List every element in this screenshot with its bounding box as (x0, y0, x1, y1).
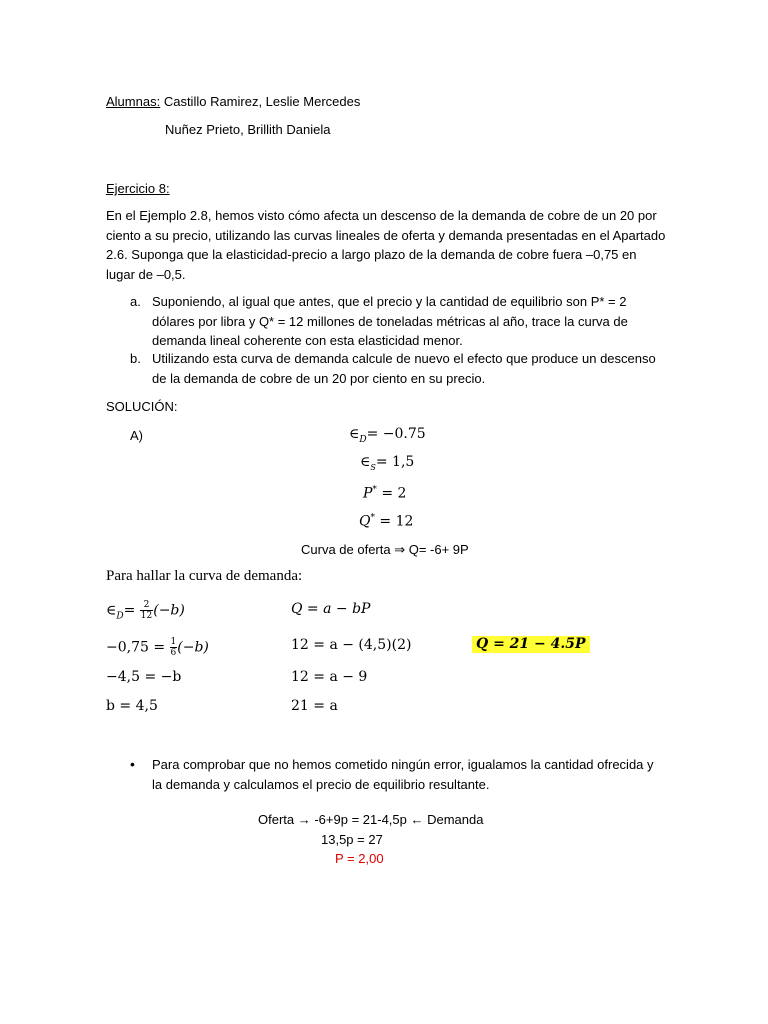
given-quantity (359, 510, 413, 531)
students-line-1 (106, 93, 360, 110)
rhs: (−b) (177, 639, 209, 656)
solution-title: SOLUCIÓN: (106, 399, 178, 414)
equals: = (123, 602, 140, 619)
subscript-s: S (370, 462, 376, 472)
list-marker: a. (130, 294, 141, 309)
check-bullet: • (130, 756, 135, 772)
value: = 2 (376, 485, 407, 502)
denominator: 12 (140, 611, 153, 621)
given-elasticity-supply (360, 454, 414, 476)
equation-demand-substitution: 12 = a − (4,5)(2) (291, 637, 412, 653)
equation-a-value: 21 = a (291, 698, 338, 714)
lhs: −0,75 = (106, 639, 170, 656)
list-item-text: Utilizando esta curva de demanda calcule de nuevo el efecto que produce un descenso de la demanda de cobre de un 20 por ciento en su precio. (152, 351, 656, 386)
student-name-1: Castillo Ramirez, Leslie Mercedes (163, 94, 361, 109)
list-marker: b. (130, 351, 141, 366)
demand-heading: Para hallar la curva de demanda: (106, 568, 303, 584)
epsilon-symbol: ∈ (360, 454, 371, 470)
exercise-title: Ejercicio 8: (106, 181, 170, 196)
given-price (363, 482, 406, 503)
check-equation: Oferta → -6+9p = 21-4,5p ← Demanda (258, 812, 484, 827)
equation-b-negative: −4,5 = −b (106, 669, 182, 685)
star: * (370, 513, 375, 523)
q-symbol: Q (359, 513, 371, 530)
epsilon-symbol: ∈ (349, 426, 360, 442)
equation-elasticity-formula (106, 600, 185, 625)
given-elasticity-demand (349, 426, 426, 449)
star: * (372, 485, 377, 495)
check-simplified: 13,5p = 27 (321, 832, 383, 847)
value: = 12 (374, 513, 414, 530)
list-item-text: Suponiendo, al igual que antes, que el precio y la cantidad de equilibrio son P* = 2 dólares por libra y Q* = 12 millones de toneladas métricas al año, trace la curva de demanda lineal coherente con esta elasticidad menor. (152, 294, 628, 348)
value: = −0.75 (366, 426, 426, 442)
check-text: Para comprobar que no hemos cometido ningún error, igualamos la cantidad ofrecida y la demanda y calculamos el precio de equilibrio resultante. (152, 757, 654, 792)
fraction (140, 600, 153, 621)
equation-b-value: b = 4,5 (106, 698, 158, 714)
denominator: 6 (170, 648, 177, 658)
part-label: A) (130, 428, 143, 443)
exercise-statement: En el Ejemplo 2.8, hemos visto cómo afecta un descenso de la demanda de cobre de un 20 por ciento a su precio, utilizando las curvas lineales de oferta y demanda presentadas en el Apartado 2.6. Suponga que la elasticidad-precio a largo plazo de la demanda de cobre fuera –0,75 en lugar de –0,5. (106, 208, 666, 282)
equation-demand-general: Q = a − bP (291, 601, 371, 617)
students-label: Alumnas: (106, 94, 161, 109)
supply-curve: Curva de oferta ⇒ Q= -6+ 9P (301, 542, 469, 557)
equilibrium-price: P = 2,00 (335, 851, 384, 866)
subscript-d: D (116, 611, 124, 622)
rhs: (−b) (153, 602, 185, 619)
student-name-2: Nuñez Prieto, Brillith Daniela (165, 122, 331, 137)
value: = 1,5 (375, 454, 415, 470)
equation-substitution (106, 637, 209, 658)
p-symbol: P (363, 485, 373, 502)
numerator: 2 (140, 600, 153, 611)
numerator: 1 (170, 637, 177, 647)
epsilon-symbol: ∈ (106, 602, 117, 619)
equation-demand-step: 12 = a − 9 (291, 669, 368, 685)
subscript-d: D (359, 434, 367, 445)
demand-curve-result: Q = 21 − 4.5P (472, 636, 590, 653)
